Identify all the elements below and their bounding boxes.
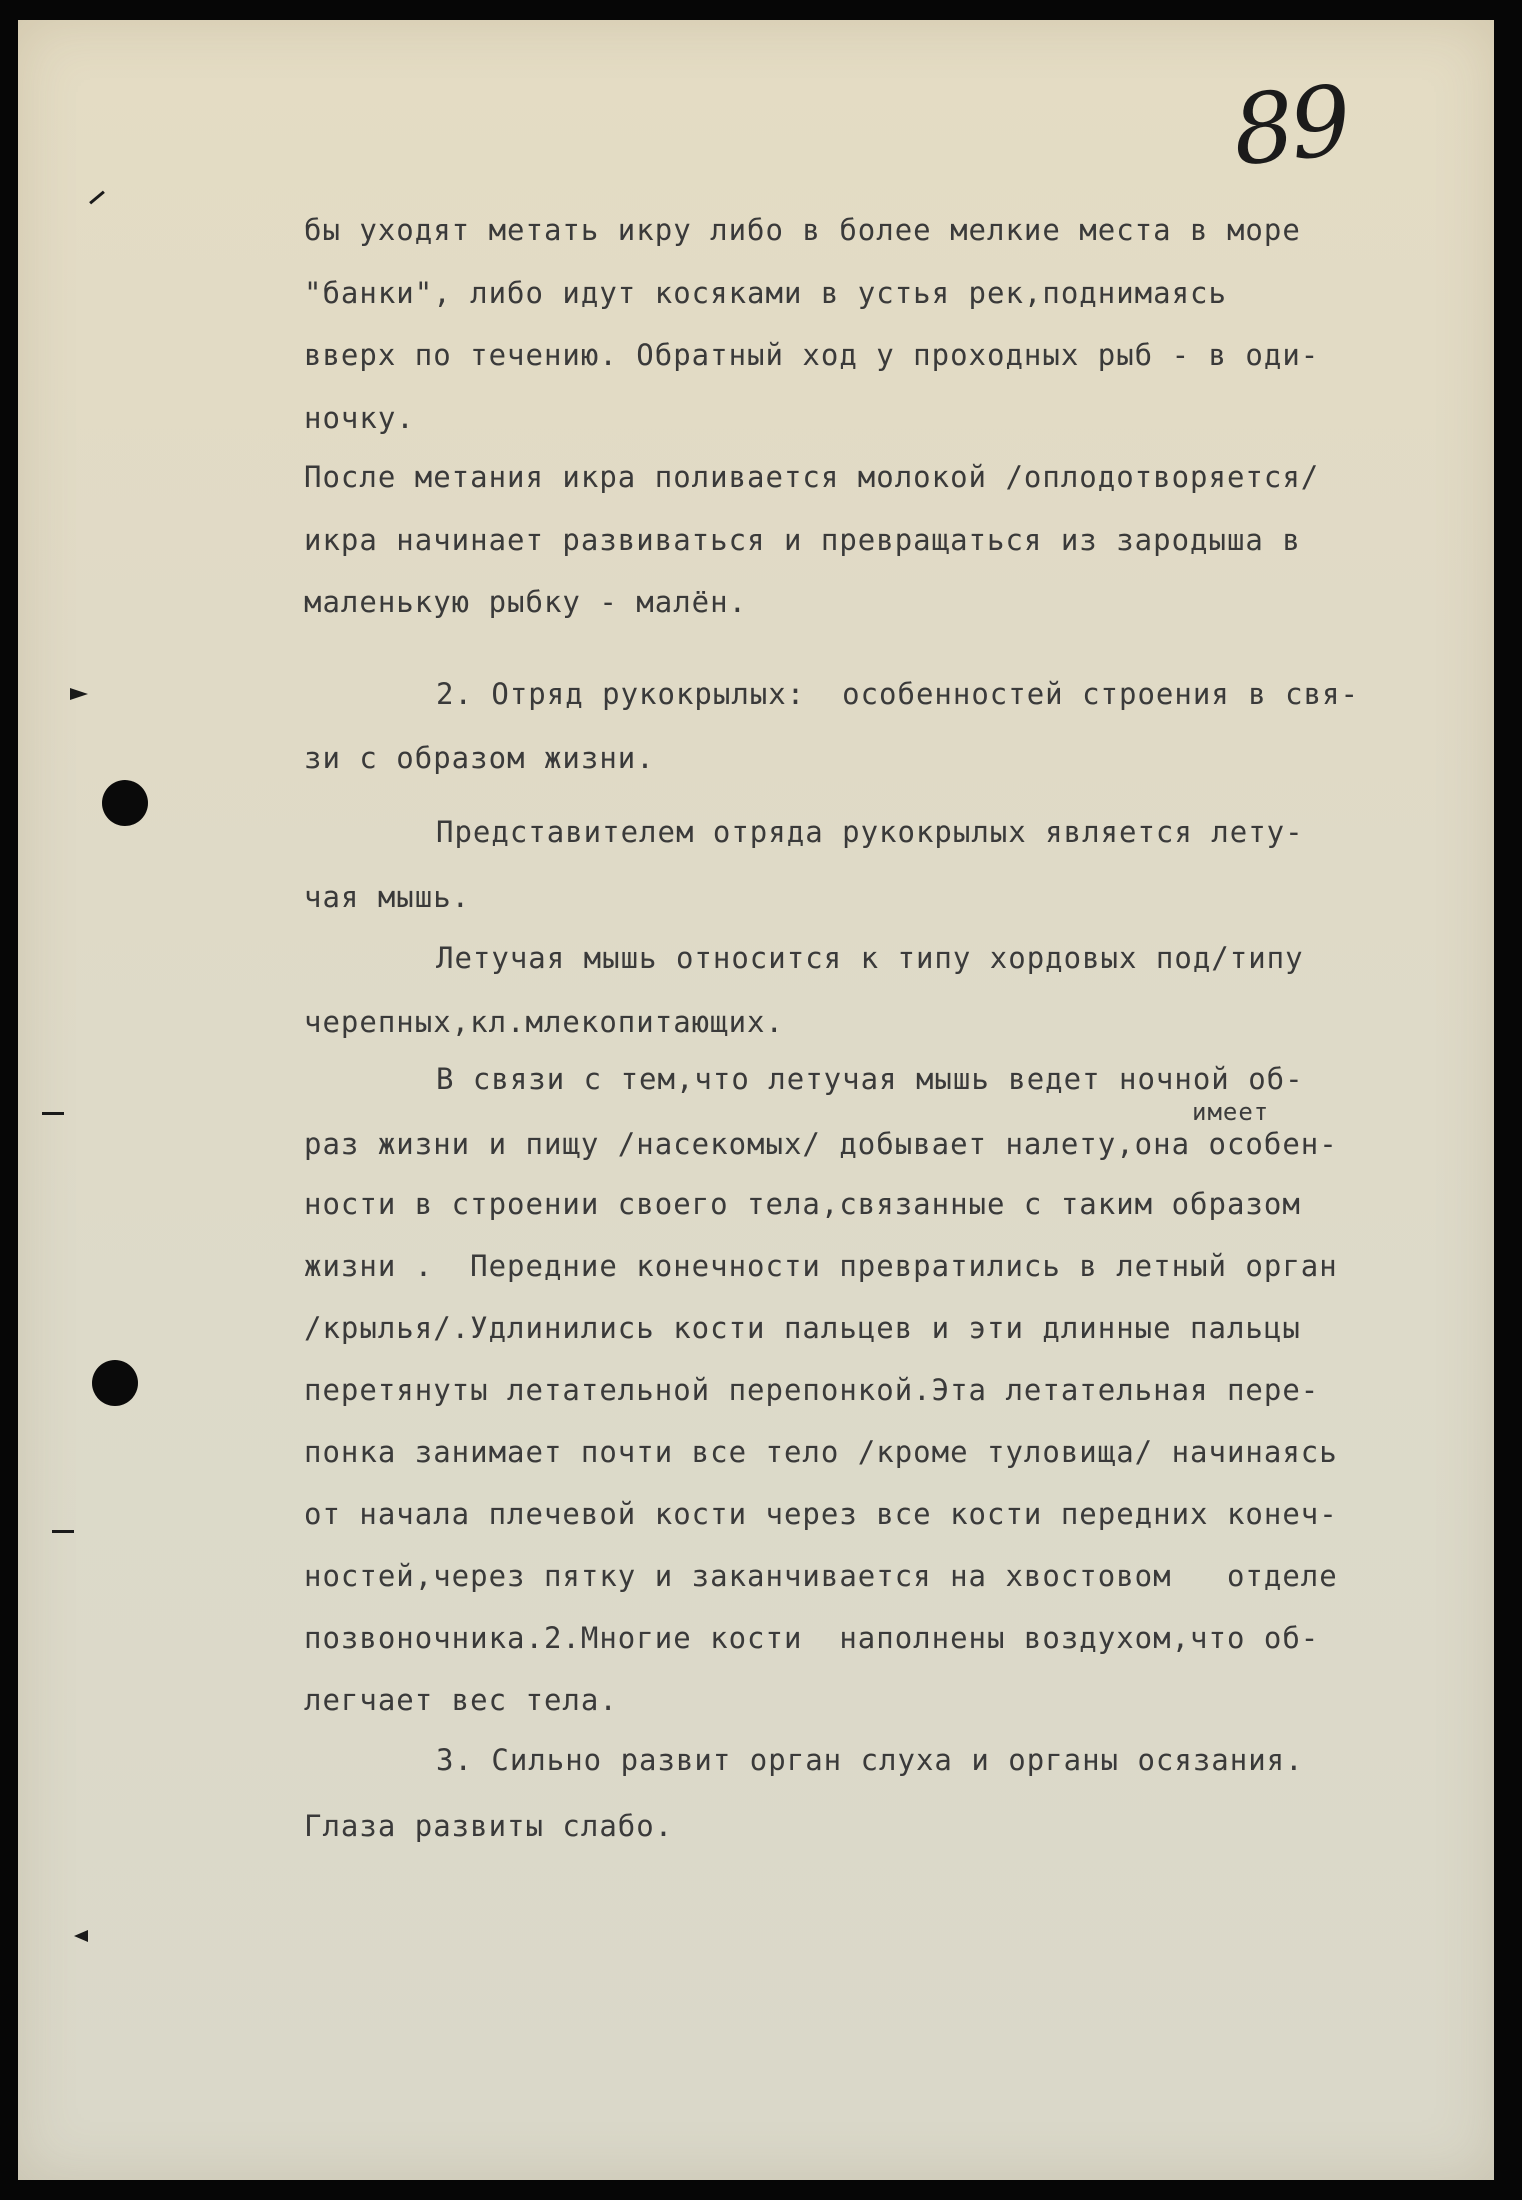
text-line: /крылья/.Удлинились кости пальцев и эти длинные пальцы [304,1311,1301,1345]
text-line: перетянуты летательной перепонкой.Эта летательная пере- [304,1373,1320,1407]
text-line: Представителем отряда рукокрылых является лету- [436,815,1304,849]
text-line: "банки", либо идут косяками в устья рек,поднимаясь [304,276,1227,310]
text-line: Глаза развиты слабо. [304,1809,674,1843]
text-line: раз жизни и пищу /насекомых/ добывает налету,она особен- [304,1127,1338,1161]
handwritten-page-number: 89 [1227,64,1353,188]
text-line: бы уходят метать икру либо в более мелкие места в море [304,213,1301,247]
text-line: маленькую рыбку - малён. [304,585,748,619]
text-line: от начала плечевой кости через все кости передних конеч- [304,1497,1338,1531]
text-line: черепных,кл.млекопитающих. [304,1005,784,1039]
text-line: ностей,через пятку и заканчивается на хвостовом отделе [304,1559,1338,1593]
text-line: В связи с тем,что летучая мышь ведет ночной об- [436,1062,1304,1096]
text-line: ности в строении своего тела,связанные с таким образом [304,1187,1301,1221]
text-line: Летучая мышь относится к типу хордовых под/типу [436,941,1304,975]
text-line: 3. Сильно развит орган слуха и органы осязания. [436,1743,1304,1777]
text-line: чая мышь. [304,880,471,914]
text-line: понка занимает почти все тело /кроме туловища/ начинаясь [304,1435,1338,1469]
section-heading: 2. Отряд рукокрылых: особенностей строения в свя- [436,677,1359,711]
text-line: легчает вес тела. [304,1683,618,1717]
text-line: зи с образом жизни. [304,741,655,775]
text-line: жизни . Передние конечности превратились в летный орган [304,1249,1338,1283]
text-line: икра начинает развиваться и превращаться из зародыша в [304,523,1301,557]
text-line: ночку. [304,401,415,435]
typed-insertion: имеет [1192,1098,1270,1126]
text-line: позвоночника.2.Многие кости наполнены воздухом,что об- [304,1621,1320,1655]
text-line: После метания икра поливается молокой /оплодотворяется/ [304,460,1320,494]
text-line: вверх по течению. Обратный ход у проходных рыб - в оди- [304,338,1320,372]
